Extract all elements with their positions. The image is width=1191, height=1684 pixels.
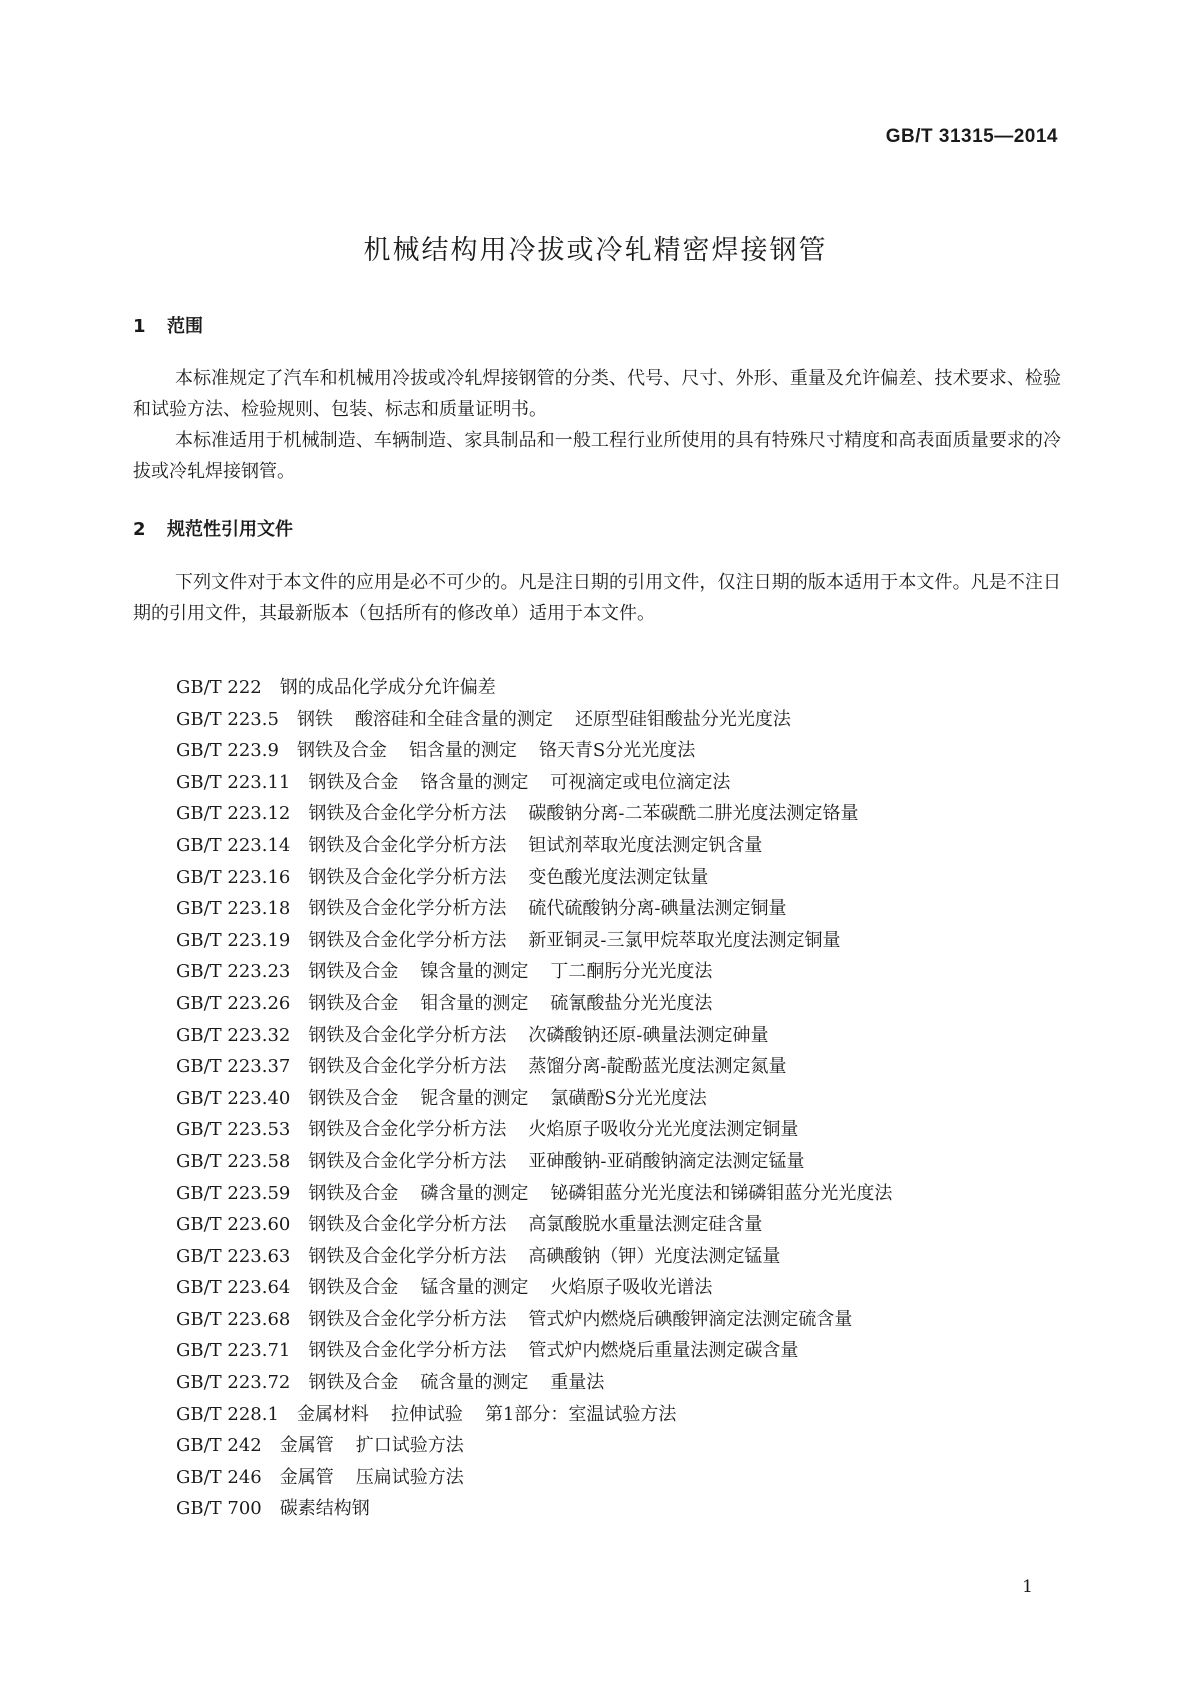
reference-title-part: 钽试剂萃取光度法测定钒含量 [528,834,763,856]
reference-title-part: 铋磷钼蓝分光光度法和锑磷钼蓝分光光度法 [550,1182,893,1204]
reference-title-part: 钢铁及合金化学分析方法 [308,1150,507,1172]
reference-item [176,1114,914,1146]
section-1-heading [133,312,203,338]
reference-item [176,1209,914,1241]
reference-title-part: 金属管 [279,1435,334,1457]
reference-title-part: 钢铁及合金化学分析方法 [308,1245,507,1267]
reference-title-part: 钢铁及合金 [308,1277,399,1299]
reference-code: GB/T 223.37 [176,1056,291,1078]
reference-item [176,1020,914,1052]
reference-title-part: 钢铁及合金 [308,1182,399,1204]
reference-title-part: 镍含量的测定 [420,961,529,983]
reference-code: GB/T 223.26 [176,992,291,1014]
reference-code: GB/T 223.68 [176,1308,291,1330]
reference-item [176,1146,914,1178]
reference-code: GB/T 223.11 [176,771,291,793]
reference-item [176,830,914,862]
reference-title-part: 铌含量的测定 [420,1087,529,1109]
reference-item [176,1399,914,1431]
section-2-title: 规范性引用文件 [167,519,293,540]
reference-item [176,767,914,799]
reference-code: GB/T 223.58 [176,1150,291,1172]
reference-title-part: 锰含量的测定 [420,1277,529,1299]
reference-item [176,672,914,704]
reference-item [176,988,914,1020]
reference-title-part: 钢铁及合金化学分析方法 [308,803,507,825]
reference-title-part: 钢铁及合金化学分析方法 [308,1024,507,1046]
reference-code: GB/T 223.16 [176,866,291,888]
reference-title-part: 压扁试验方法 [355,1466,464,1488]
reference-title-part: 钢铁及合金化学分析方法 [308,1340,507,1362]
reference-code: GB/T 223.60 [176,1214,291,1236]
reference-item [176,862,914,894]
section-2-number: 2 [133,519,146,540]
scope-paragraph-1: 本标准规定了汽车和机械用冷拔或冷轧焊接钢管的分类、代号、尺寸、外形、重量及允许偏差、技术要求、检验和试验方法、检验规则、包装、标志和质量证明书。 [133,368,1061,420]
reference-item [176,1178,914,1210]
reference-title-part: 铝含量的测定 [408,740,517,762]
reference-title-part: 钢铁及合金化学分析方法 [308,898,507,920]
reference-title-part: 钢铁及合金 [308,1087,399,1109]
reference-title-part: 金属管 [279,1466,334,1488]
reference-title-part: 钢铁及合金 [308,992,399,1014]
reference-item [176,1493,914,1525]
reference-title-part: 火焰原子吸收分光光度法测定铜量 [528,1119,799,1141]
reference-item [176,1083,914,1115]
reference-code: GB/T 223.59 [176,1182,291,1204]
reference-title-part: 磷含量的测定 [420,1182,529,1204]
section-1-title: 范围 [167,316,203,337]
document-title: 机械结构用冷拔或冷轧精密焊接钢管 [363,235,828,266]
standard-code: GB/T 31315—2014 [885,126,1058,147]
reference-item [176,956,914,988]
reference-title-part: 钢铁及合金 [296,740,387,762]
reference-item [176,1462,914,1494]
page-number: 1 [1022,1577,1033,1597]
reference-title-part: 新亚铜灵-三氯甲烷萃取光度法测定铜量 [528,929,841,951]
reference-item [176,704,914,736]
reference-item [176,735,914,767]
reference-title-part: 钢铁及合金化学分析方法 [308,1308,507,1330]
reference-item [176,1367,914,1399]
reference-title-part: 钢的成品化学成分允许偏差 [279,677,496,698]
reference-item [176,1430,914,1462]
reference-code: GB/T 700 [176,1498,262,1520]
reference-title-part: 金属材料 [296,1403,369,1425]
reference-item [176,893,914,925]
reference-title-part: 碳酸钠分离-二苯碳酰二肼光度法测定铬量 [528,803,859,825]
reference-title-part: 钢铁及合金 [308,1372,399,1394]
reference-title-part: 丁二酮肟分光光度法 [550,961,713,983]
reference-title-part: 硫氰酸盐分光光度法 [550,992,713,1014]
reference-title-part: 火焰原子吸收光谱法 [550,1277,713,1299]
reference-title-part: 硫代硫酸钠分离-碘量法测定铜量 [528,898,787,920]
reference-title-part: 亚砷酸钠-亚硝酸钠滴定法测定锰量 [528,1150,805,1172]
reference-code: GB/T 223.40 [176,1087,291,1109]
reference-title-part: 钢铁及合金化学分析方法 [308,834,507,856]
reference-title-part: 高碘酸钠（钾）光度法测定锰量 [528,1245,781,1267]
reference-code: GB/T 223.71 [176,1340,291,1362]
reference-item [176,925,914,957]
reference-code: GB/T 223.19 [176,929,291,951]
reference-code: GB/T 223.23 [176,961,291,983]
reference-code: GB/T 223.64 [176,1277,291,1299]
reference-title-part: 钢铁及合金 [308,771,399,793]
reference-title-part: 钢铁 [296,708,333,730]
reference-item [176,1241,914,1273]
reference-title-part: 钼含量的测定 [420,992,529,1014]
reference-code: GB/T 246 [176,1466,262,1488]
reference-title-part: 扩口试验方法 [355,1435,464,1457]
reference-code: GB/T 223.53 [176,1119,291,1141]
reference-item [176,1304,914,1336]
reference-code: GB/T 223.12 [176,803,291,825]
reference-title-part: 次磷酸钠还原-碘量法测定砷量 [528,1024,769,1046]
reference-title-part: 钢铁及合金化学分析方法 [308,866,507,888]
reference-title-part: 氯磺酚S分光光度法 [550,1087,707,1109]
reference-title-part: 钢铁及合金化学分析方法 [308,1214,507,1236]
references-intro: 下列文件对于本文件的应用是必不可少的。凡是注日期的引用文件，仅注日期的版本适用于本文件。凡是不注日期的引用文件，其最新版本（包括所有的修改单）适用于本文件。 [133,572,1061,624]
reference-code: GB/T 223.32 [176,1024,291,1046]
reference-title-part: 拉伸试验 [390,1403,463,1425]
reference-title-part: 高氯酸脱水重量法测定硅含量 [528,1214,763,1236]
reference-title-part: 还原型硅钼酸盐分光光度法 [574,708,791,730]
section-2-heading [133,515,293,541]
reference-title-part: 钢铁及合金化学分析方法 [308,1119,507,1141]
reference-title-part: 铬含量的测定 [420,771,529,793]
reference-title-part: 铬天青S分光光度法 [538,740,696,762]
reference-list [176,672,914,1525]
reference-code: GB/T 223.9 [176,740,279,762]
reference-title-part: 管式炉内燃烧后重量法测定碳含量 [528,1340,799,1362]
reference-code: GB/T 223.18 [176,898,291,920]
reference-item [176,1272,914,1304]
reference-code: GB/T 223.72 [176,1372,291,1394]
reference-code: GB/T 242 [176,1435,262,1457]
reference-item [176,1335,914,1367]
reference-item [176,798,914,830]
reference-code: GB/T 223.14 [176,834,291,856]
reference-title-part: 碳素结构钢 [279,1498,370,1520]
reference-title-part: 重量法 [550,1372,605,1394]
section-1-number: 1 [133,316,146,337]
reference-title-part: 管式炉内燃烧后碘酸钾滴定法测定硫含量 [528,1308,853,1330]
reference-title-part: 第1部分：室温试验方法 [484,1403,677,1425]
reference-code: GB/T 223.63 [176,1245,291,1267]
reference-title-part: 钢铁及合金 [308,961,399,983]
reference-code: GB/T 223.5 [176,708,279,730]
reference-title-part: 钢铁及合金化学分析方法 [308,1056,507,1078]
reference-code: GB/T 222 [176,677,262,698]
reference-title-part: 钢铁及合金化学分析方法 [308,929,507,951]
reference-title-part: 蒸馏分离-靛酚蓝光度法测定氮量 [528,1056,787,1078]
reference-title-part: 可视滴定或电位滴定法 [550,771,731,793]
reference-code: GB/T 228.1 [176,1403,279,1425]
reference-title-part: 酸溶硅和全硅含量的测定 [354,708,553,730]
reference-title-part: 变色酸光度法测定钛量 [528,866,709,888]
reference-item [176,1051,914,1083]
reference-title-part: 硫含量的测定 [420,1372,529,1394]
scope-paragraph-2: 本标准适用于机械制造、车辆制造、家具制品和一般工程行业所使用的具有特殊尺寸精度和高表面质量要求的冷拔或冷轧焊接钢管。 [133,430,1061,482]
